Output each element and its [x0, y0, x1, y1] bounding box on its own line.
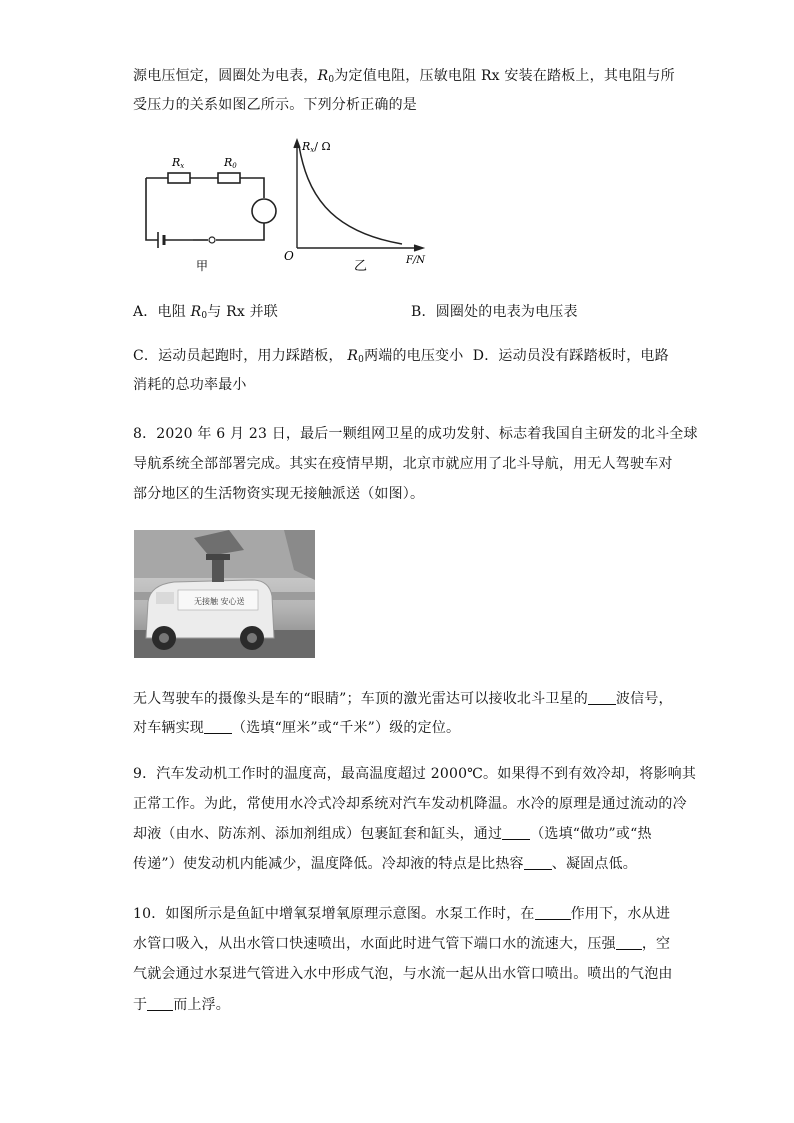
- option-b: B．圆圈处的电表为电压表: [411, 304, 578, 320]
- rx-curve: [299, 146, 402, 244]
- photo-sign: 无接触 安心送: [194, 597, 245, 606]
- answer-blank[interactable]: [204, 719, 232, 734]
- q10-line-1: 10．如图所示是鱼缸中增氧泵增氧原理示意图。水泵工作时，在 作用下，水从进: [133, 906, 671, 922]
- graph-x-label: F/N: [406, 255, 426, 266]
- q8-line-3: 部分地区的生活物资实现无接触派送（如图）。: [133, 486, 425, 502]
- circuit-diagram: [138, 148, 278, 273]
- intro-line-2: 受压力的关系如图乙所示。下列分析正确的是: [133, 97, 417, 113]
- graph-caption: 乙: [354, 259, 368, 271]
- answer-blank[interactable]: [502, 825, 530, 840]
- q8-after-line-1: 无人驾驶车的摄像头是车的“眼睛”；车顶的激光雷达可以接收北斗卫星的 波信号，: [133, 691, 673, 707]
- switch-contact: [209, 237, 215, 243]
- answer-blank[interactable]: [616, 935, 642, 950]
- circuit-caption: 甲: [196, 259, 209, 273]
- answer-blank[interactable]: [588, 690, 616, 705]
- r0-label: R0: [224, 156, 237, 170]
- rx-resistor: [168, 173, 190, 183]
- answer-blank[interactable]: [147, 996, 173, 1011]
- intro-line-1: 源电压恒定，圆圈处为电表，$R_0$为定值电阻，压敏电阻 Rx 安装在踏板上，其电阻与所: [133, 68, 675, 85]
- q9-line-2: 正常工作。为此，常使用水冷式冷却系统对汽车发动机降温。水冷的原理是通过流动的冷: [133, 796, 687, 812]
- q10-line-4: 于 而上浮。: [133, 997, 231, 1013]
- q9-line-3: 却液（由水、防冻剂、添加剂组成）包裹缸套和缸头，通过 （选填“做功”或“热: [133, 826, 652, 842]
- delivery-vehicle-photo: [134, 530, 315, 658]
- option-d-continued: 消耗的总功率最小: [133, 377, 247, 393]
- q8-line-2: 导航系统全部部署完成。其实在疫情早期，北京市就应用了北斗导航，用无人驾驶车对: [133, 456, 673, 472]
- rx-label: Rx: [172, 156, 185, 170]
- rx-force-graph: [282, 136, 432, 271]
- answer-blank[interactable]: [524, 855, 552, 870]
- graph-origin: O: [284, 249, 294, 263]
- q10-line-3: 气就会通过水泵进气管进入水中形成气泡，与水流一起从出水管口喷出。喷出的气泡由: [133, 966, 673, 982]
- meter-circle: [252, 199, 276, 223]
- q10-line-2: 水管口吸入，从出水管口快速喷出，水面此时进气管下端口水的流速大，压强 ，空: [133, 936, 671, 952]
- graph-y-label: Rx/ Ω: [302, 140, 331, 154]
- q9-line-1: 9．汽车发动机工作时的温度高，最高温度超过 2000℃。如果得不到有效冷却，将影响其: [133, 766, 697, 782]
- answer-blank[interactable]: [535, 905, 571, 920]
- option-c: C．运动员起跑时，用力踩踏板， $R_0$两端的电压变小 D．运动员没有踩踏板时，电路: [133, 348, 669, 365]
- q8-after-line-2: 对车辆实现 （选填“厘米”或“千米”）级的定位。: [133, 720, 461, 736]
- r0-resistor: [218, 173, 240, 183]
- option-d: D．运动员没有踩踏板时，电路: [472, 348, 669, 364]
- q9-line-4: 传递”）使发动机内能减少，温度降低。冷却液的特点是比热容 、凝固点低。: [133, 856, 637, 872]
- q8-line-1: 8．2020 年 6 月 23 日，最后一颗组网卫星的成功发射、标志着我国自主研发的北斗全球: [133, 426, 698, 442]
- option-a: A．电阻 $R_0$与 Rx 并联: [133, 304, 278, 321]
